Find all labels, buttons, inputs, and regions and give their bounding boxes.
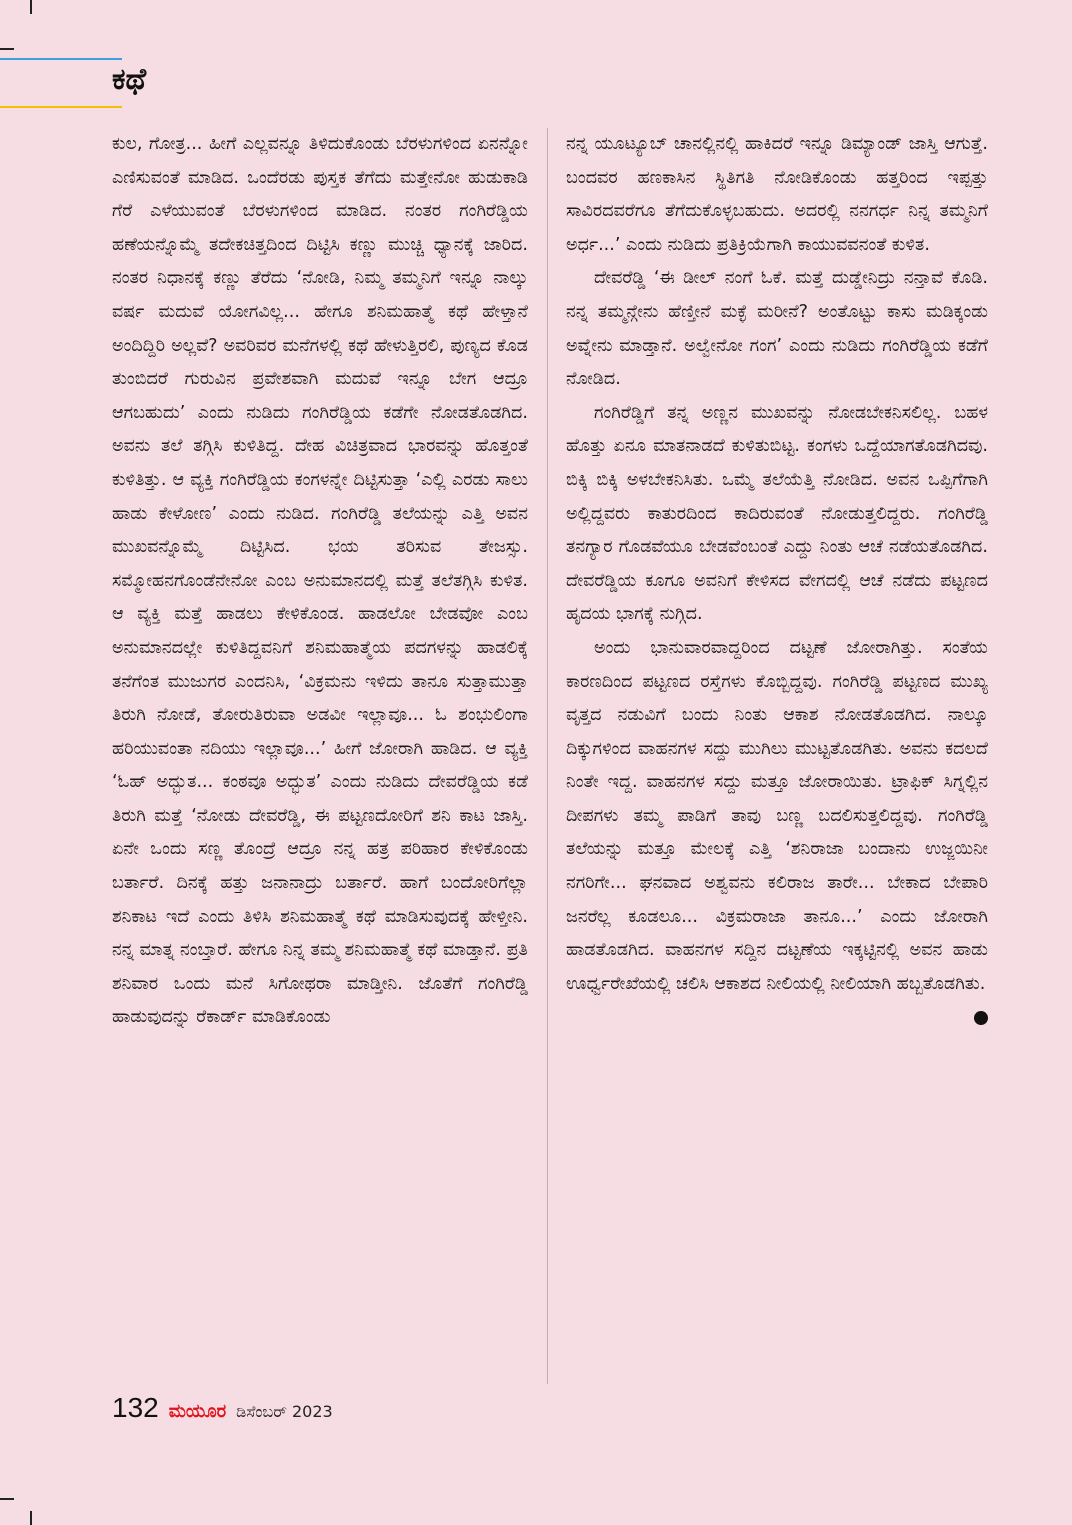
magazine-logo: ಮಯೂರ bbox=[168, 1401, 227, 1422]
article-column-left bbox=[112, 128, 528, 1035]
article-paragraph bbox=[566, 632, 988, 1002]
page-footer bbox=[112, 1392, 333, 1424]
crop-mark-top bbox=[30, 0, 32, 14]
header-rule-blue bbox=[0, 58, 122, 60]
article-paragraph-text: ಅಂದು ಭಾನುವಾರವಾದ್ದರಿಂದ ದಟ್ಟಣೆ ಜೋರಾಗಿತ್ತು. ಸಂತೆಯ ಕಾರಣದಿಂದ ಪಟ್ಟಣದ ರಸ್ತೆಗಳು ಕೊಬ್ಬಿದ್ದವು. ಗಂಗಿರೆಡ್ಡಿ ಪಟ್ಟಣದ ಮುಖ್ಯ ವೃತ್ತದ ನಡುವಿಗೆ ಬಂದು ನಿಂತು ಆಕಾಶ ನೋಡತೊಡಗಿದ. ನಾಲ್ಕೂ ದಿಕ್ಕುಗಳಿಂದ ವಾಹನಗಳ ಸದ್ದು ಮುಗಿಲು ಮುಟ್ಟತೊಡಗಿತು. ಅವನು ಕದಲದೆ ನಿಂತೇ ಇದ್ದ. ವಾಹನಗಳ ಸದ್ದು ಮತ್ತೂ ಜೋರಾಯಿತು. ಟ್ರಾಫಿಕ್ ಸಿಗ್ನಲ್ಲಿನ ದೀಪಗಳು ತಮ್ಮ ಪಾಡಿಗೆ ತಾವು ಬಣ್ಣ ಬದಲಿಸುತ್ತಲಿದ್ದವು. ಗಂಗಿರೆಡ್ಡಿ ತಲೆಯನ್ನು ಮತ್ತೂ ಮೇಲಕ್ಕೆ ಎತ್ತಿ ‘ಶನಿರಾಜಾ ಬಂದಾನು ಉಜ್ಜಯಿನೀ ನಗರಿಗೇ... ಘನವಾದ ಅಶ್ವವನು ಕಲಿರಾಜ ತಾರೇ... ಬೇಕಾದ ಬೇಪಾರಿ ಜನರೆಲ್ಲ ಕೂಡಲೂ... ವಿಕ್ರಮರಾಜಾ ತಾನೂ...’ ಎಂದು ಜೋರಾಗಿ ಹಾಡತೊಡಗಿದ. ವಾಹನಗಳ ಸದ್ದಿನ ದಟ್ಟಣೆಯ ಇಕ್ಕಟ್ಟಿನಲ್ಲಿ ಅವನ ಹಾಡು ಊರ್ಧ್ವರೇಖೆಯಲ್ಲಿ ಚಲಿಸಿ ಆಕಾಶದ ನೀಲಿಯಲ್ಲಿ ನೀಲಿಯಾಗಿ ಹಬ್ಬತೊಡಗಿತು. bbox=[566, 637, 988, 994]
article-column-right bbox=[566, 128, 988, 1025]
end-mark-icon bbox=[974, 1011, 988, 1025]
section-title: ಕಥೆ bbox=[112, 62, 147, 97]
article-paragraph: ಗಂಗಿರೆಡ್ಡಿಗೆ ತನ್ನ ಅಣ್ಣನ ಮುಖವನ್ನು ನೋಡಬೇಕನಿಸಲಿಲ್ಲ. ಬಹಳ ಹೊತ್ತು ಏನೂ ಮಾತನಾಡದೆ ಕುಳಿತುಬಿಟ್ಟ. ಕಂಗಳು ಒದ್ದೆಯಾಗತೊಡಗಿದವು. ಬಿಕ್ಕಿ ಬಿಕ್ಕಿ ಅಳಬೇಕನಿಸಿತು. ಒಮ್ಮೆ ತಲೆಯೆತ್ತಿ ನೋಡಿದ. ಅವನ ಒಪ್ಪಿಗೆಗಾಗಿ ಅಲ್ಲಿದ್ದವರು ಕಾತುರದಿಂದ ಕಾದಿರುವಂತೆ ನೋಡುತ್ತಲಿದ್ದರು. ಗಂಗಿರೆಡ್ಡಿ ತನಗ್ಯಾರ ಗೊಡವೆಯೂ ಬೇಡವೆಂಬಂತೆ ಎದ್ದು ನಿಂತು ಆಚೆ ನಡೆಯತೊಡಗಿದ. ದೇವರೆಡ್ಡಿಯ ಕೂಗೂ ಅವನಿಗೆ ಕೇಳಿಸದ ವೇಗದಲ್ಲಿ ಆಚೆ ನಡೆದು ಪಟ್ಟಣದ ಹೃದಯ ಭಾಗಕ್ಕೆ ನುಗ್ಗಿದ. bbox=[566, 402, 988, 625]
crop-mark-left-top bbox=[0, 48, 14, 50]
article-paragraph: ನನ್ನ ಯೂಟ್ಯೂಬ್ ಚಾನಲ್ಲಿನಲ್ಲಿ ಹಾಕಿದರೆ ಇನ್ನೂ ಡಿಮ್ಯಾಂಡ್ ಜಾಸ್ತಿ ಆಗುತ್ತೆ. ಬಂದವರ ಹಣಕಾಸಿನ ಸ್ಥಿತಿಗತಿ ನೋಡಿಕೊಂಡು ಹತ್ತರಿಂದ ಇಪ್ಪತ್ತು ಸಾವಿರದವರೆಗೂ ತೆಗೆದುಕೊಳ್ಳಬಹುದು. ಅದರಲ್ಲಿ ನನಗರ್ಧ ನಿನ್ನ ತಮ್ಮನಿಗೆ ಅರ್ಧ...’ ಎಂದು ನುಡಿದು ಪ್ರತಿಕ್ರಿಯೆಗಾಗಿ ಕಾಯುವವನಂತೆ ಕುಳಿತ. bbox=[566, 134, 988, 255]
crop-mark-left-bottom bbox=[0, 1498, 14, 1500]
column-divider bbox=[547, 128, 548, 1384]
crop-mark-bottom bbox=[30, 1511, 32, 1525]
page-number: 132 bbox=[112, 1392, 159, 1423]
issue-date: ಡಿಸೆಂಬರ್ 2023 bbox=[236, 1402, 333, 1421]
article-paragraph: ಕುಲ, ಗೋತ್ರ... ಹೀಗೆ ಎಲ್ಲವನ್ನೂ ತಿಳಿದುಕೊಂಡು ಬೆರಳುಗಳಿಂದ ಏನನ್ನೋ ಎಣಿಸುವಂತೆ ಮಾಡಿದ. ಒಂದೆರಡು ಪುಸ್ತಕ ತೆಗೆದು ಮತ್ತೇನೋ ಹುಡುಕಾಡಿ ಗೆರೆ ಎಳೆಯುವಂತೆ ಬೆರಳುಗಳಿಂದ ಮಾಡಿದ. ನಂತರ ಗಂಗಿರೆಡ್ಡಿಯ ಹಣೆಯನ್ನೊಮ್ಮೆ ತದೇಕಚಿತ್ತದಿಂದ ದಿಟ್ಟಿಸಿ ಕಣ್ಣು ಮುಚ್ಚಿ ಧ್ಯಾನಕ್ಕೆ ಜಾರಿದ. ನಂತರ ನಿಧಾನಕ್ಕೆ ಕಣ್ಣು ತೆರೆದು ‘ನೋಡಿ, ನಿಮ್ಮ ತಮ್ಮನಿಗೆ ಇನ್ನೂ ನಾಲ್ಕು ವರ್ಷ ಮದುವೆ ಯೋಗವಿಲ್ಲ... ಹೇಗೂ ಶನಿಮಹಾತ್ಮೆ ಕಥೆ ಹೇಳ್ತಾನೆ ಅಂದಿದ್ದಿರಿ ಅಲ್ಲವೆ? ಅವರಿವರ ಮನೆಗಳಲ್ಲಿ ಕಥೆ ಹೇಳುತ್ತಿರಲಿ, ಪುಣ್ಯದ ಕೊಡ ತುಂಬಿದರೆ ಗುರುವಿನ ಪ್ರವೇಶವಾಗಿ ಮದುವೆ ಇನ್ನೂ ಬೇಗ ಆದ್ರೂ ಆಗಬಹುದು’ ಎಂದು ನುಡಿದು ಗಂಗಿರೆಡ್ಡಿಯ ಕಡೆಗೇ ನೋಡತೊಡಗಿದ. ಅವನು ತಲೆ ತಗ್ಗಿಸಿ ಕುಳಿತಿದ್ದ. ದೇಹ ವಿಚಿತ್ರವಾದ ಭಾರವನ್ನು ಹೊತ್ತಂತೆ ಕುಳಿತಿತ್ತು. ಆ ವ್ಯಕ್ತಿ ಗಂಗಿರೆಡ್ಡಿಯ ಕಂಗಳನ್ನೇ ದಿಟ್ಟಿಸುತ್ತಾ ‘ಎಲ್ಲಿ ಎರಡು ಸಾಲು ಹಾಡು ಕೇಳೋಣ’ ಎಂದು ನುಡಿದ. ಗಂಗಿರೆಡ್ಡಿ ತಲೆಯನ್ನು ಎತ್ತಿ ಅವನ ಮುಖವನ್ನೊಮ್ಮೆ ದಿಟ್ಟಿಸಿದ. ಭಯ ತರಿಸುವ ತೇಜಸ್ಸು. ಸಮ್ಮೋಹನಗೊಂಡೆನೇನೋ ಎಂಬ ಅನುಮಾನದಲ್ಲಿ ಮತ್ತೆ ತಲೆತಗ್ಗಿಸಿ ಕುಳಿತ. ಆ ವ್ಯಕ್ತಿ ಮತ್ತೆ ಹಾಡಲು ಕೇಳಿಕೊಂಡ. ಹಾಡಲೋ ಬೇಡವೋ ಎಂಬ ಅನುಮಾನದಲ್ಲೇ ಕುಳಿತಿದ್ದವನಿಗೆ ಶನಿಮಹಾತ್ಮೆಯ ಪದಗಳನ್ನು ಹಾಡಲಿಕ್ಕೆ ತನೆಗೆಂತ ಮುಜುಗರ ಎಂದನಿಸಿ, ‘ವಿಕ್ರಮನು ಇಳಿದು ತಾನೂ ಸುತ್ತಾಮುತ್ತಾ ತಿರುಗಿ ನೋಡೆ, ತೋರುತಿರುವಾ ಅಡವೀ ಇಲ್ಲಾವೂ... ಓ ಶಂಭುಲಿಂಗಾ ಹರಿಯುವಂತಾ ನದಿಯು ಇಲ್ಲಾವೂ...’ ಹೀಗೆ ಜೋರಾಗಿ ಹಾಡಿದ. ಆ ವ್ಯಕ್ತಿ ‘ಓಹ್ ಅದ್ಭುತ... ಕಂಠವೂ ಅದ್ಭುತ’ ಎಂದು ನುಡಿದು ದೇವರೆಡ್ಡಿಯ ಕಡೆ ತಿರುಗಿ ಮತ್ತೆ ‘ನೋಡು ದೇವರೆಡ್ಡಿ, ಈ ಪಟ್ಟಣದೋರಿಗೆ ಶನಿ ಕಾಟ ಜಾಸ್ತಿ. ಏನೇ ಒಂದು ಸಣ್ಣ ತೊಂದ್ರೆ ಆದ್ರೂ ನನ್ನ ಹತ್ರ ಪರಿಹಾರ ಕೇಳಿಕೊಂಡು ಬರ್ತಾರೆ. ದಿನಕ್ಕೆ ಹತ್ತು ಜನಾನಾದ್ರು ಬರ್ತಾರೆ. ಹಾಗೆ ಬಂದೋರಿಗೆಲ್ಲಾ ಶನಿಕಾಟ ಇದೆ ಎಂದು ತಿಳಿಸಿ ಶನಿಮಹಾತ್ಮೆ ಕಥೆ ಮಾಡಿಸುವುದಕ್ಕೆ ಹೇಳ್ತೀನಿ. ನನ್ನ ಮಾತ್ನ ನಂಬ್ತಾರೆ. ಹೇಗೂ ನಿನ್ನ ತಮ್ಮ ಶನಿಮಹಾತ್ಮೆ ಕಥೆ ಮಾಡ್ತಾನೆ. ಪ್ರತಿ ಶನಿವಾರ ಒಂದು ಮನೆ ಸಿಗೋಥರಾ ಮಾಡ್ತೀನಿ. ಜೊತೆಗೆ ಗಂಗಿರೆಡ್ಡಿ ಹಾಡುವುದನ್ನು ರೆಕಾರ್ಡ್ ಮಾಡಿಕೊಂಡು bbox=[112, 134, 528, 1028]
article-paragraph: ದೇವರೆಡ್ಡಿ ‘ಈ ಡೀಲ್ ನಂಗೆ ಓಕೆ. ಮತ್ತೆ ದುಡ್ಡೇನಿದ್ರು ನನ್ತಾವೆ ಕೊಡಿ. ನನ್ನ ತಮ್ಮನ್ಗೇನು ಹೆಣ್ತೀನೆ ಮಕ್ಳೆ ಮರೀನೆ? ಅಂತೊಟ್ಟು ಕಾಸು ಮಡಿಕ್ಕಂಡು ಅವ್ನೇನು ಮಾಡ್ತಾನೆ. ಅಲ್ವೇನೋ ಗಂಗ’ ಎಂದು ನುಡಿದು ಗಂಗಿರೆಡ್ಡಿಯ ಕಡೆಗೆ ನೋಡಿದ. bbox=[566, 268, 988, 390]
header-rule-yellow bbox=[0, 106, 122, 108]
